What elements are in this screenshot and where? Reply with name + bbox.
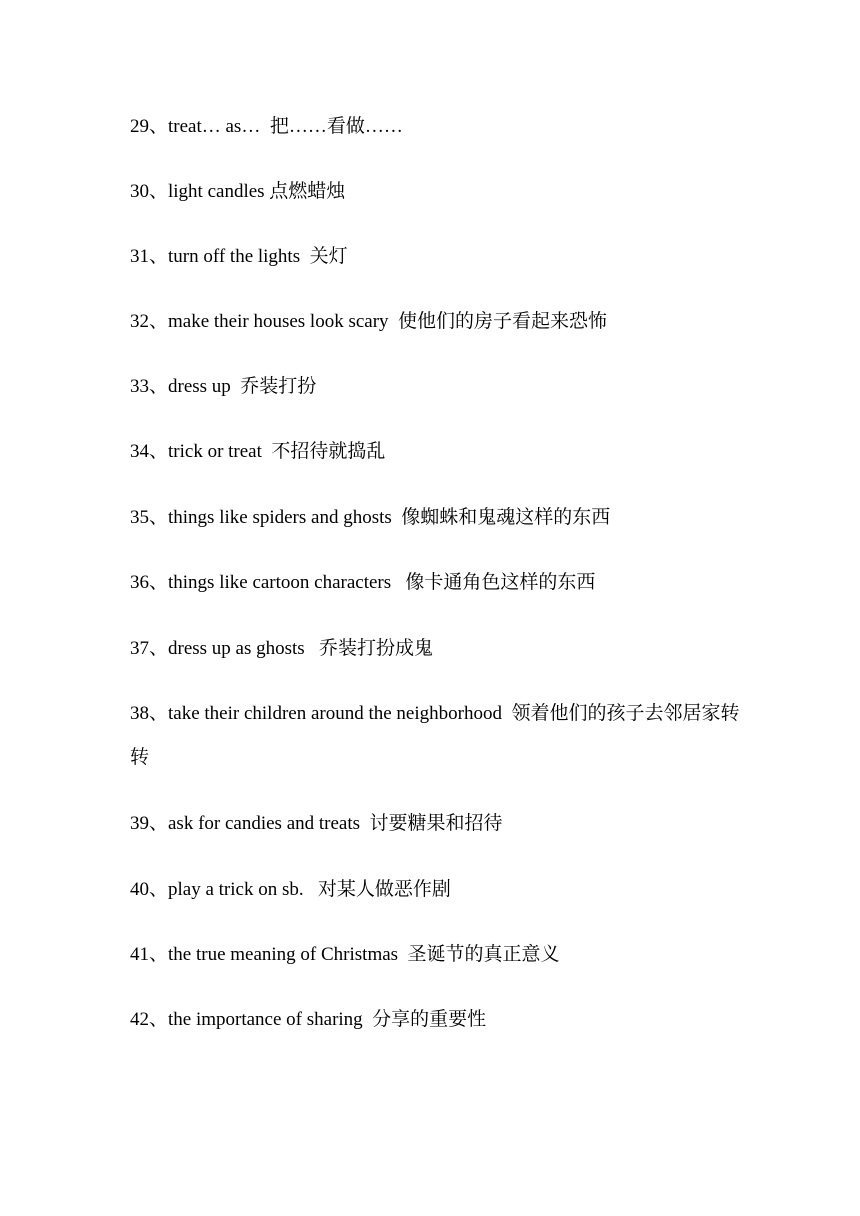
phrase-entry-41: 41、the true meaning of Christmas 圣诞节的真正意义: [130, 944, 560, 965]
phrase-entry-30: 30、light candles 点燃蜡烛: [130, 181, 346, 202]
phrase-entry-34: 34、trick or treat 不招待就捣乱: [130, 441, 386, 462]
phrase-entry-37: 37、dress up as ghosts 乔装打扮成鬼: [130, 638, 433, 659]
phrase-entry-32: 32、make their houses look scary 使他们的房子看起来恐怖: [130, 311, 608, 332]
phrase-entry-40: 40、play a trick on sb. 对某人做恶作剧: [130, 879, 451, 900]
phrase-entry-35: 35、things like spiders and ghosts 像蜘蛛和鬼魂这样的东西: [130, 507, 611, 528]
phrase-entry-39: 39、ask for candies and treats 讨要糖果和招待: [130, 813, 503, 834]
phrase-entry-38: 38、take their children around the neighborhood 领着他们的孩子去邻居家转转: [130, 703, 740, 768]
phrase-entry-42: 42、the importance of sharing 分享的重要性: [130, 1009, 487, 1030]
phrase-entry-29: 29、treat… as… 把……看做……: [130, 116, 403, 137]
phrase-entry-33: 33、dress up 乔装打扮: [130, 376, 317, 397]
phrase-entry-31: 31、turn off the lights 关灯: [130, 246, 348, 267]
phrase-entry-36: 36、things like cartoon characters 像卡通角色这样的东西: [130, 572, 596, 593]
